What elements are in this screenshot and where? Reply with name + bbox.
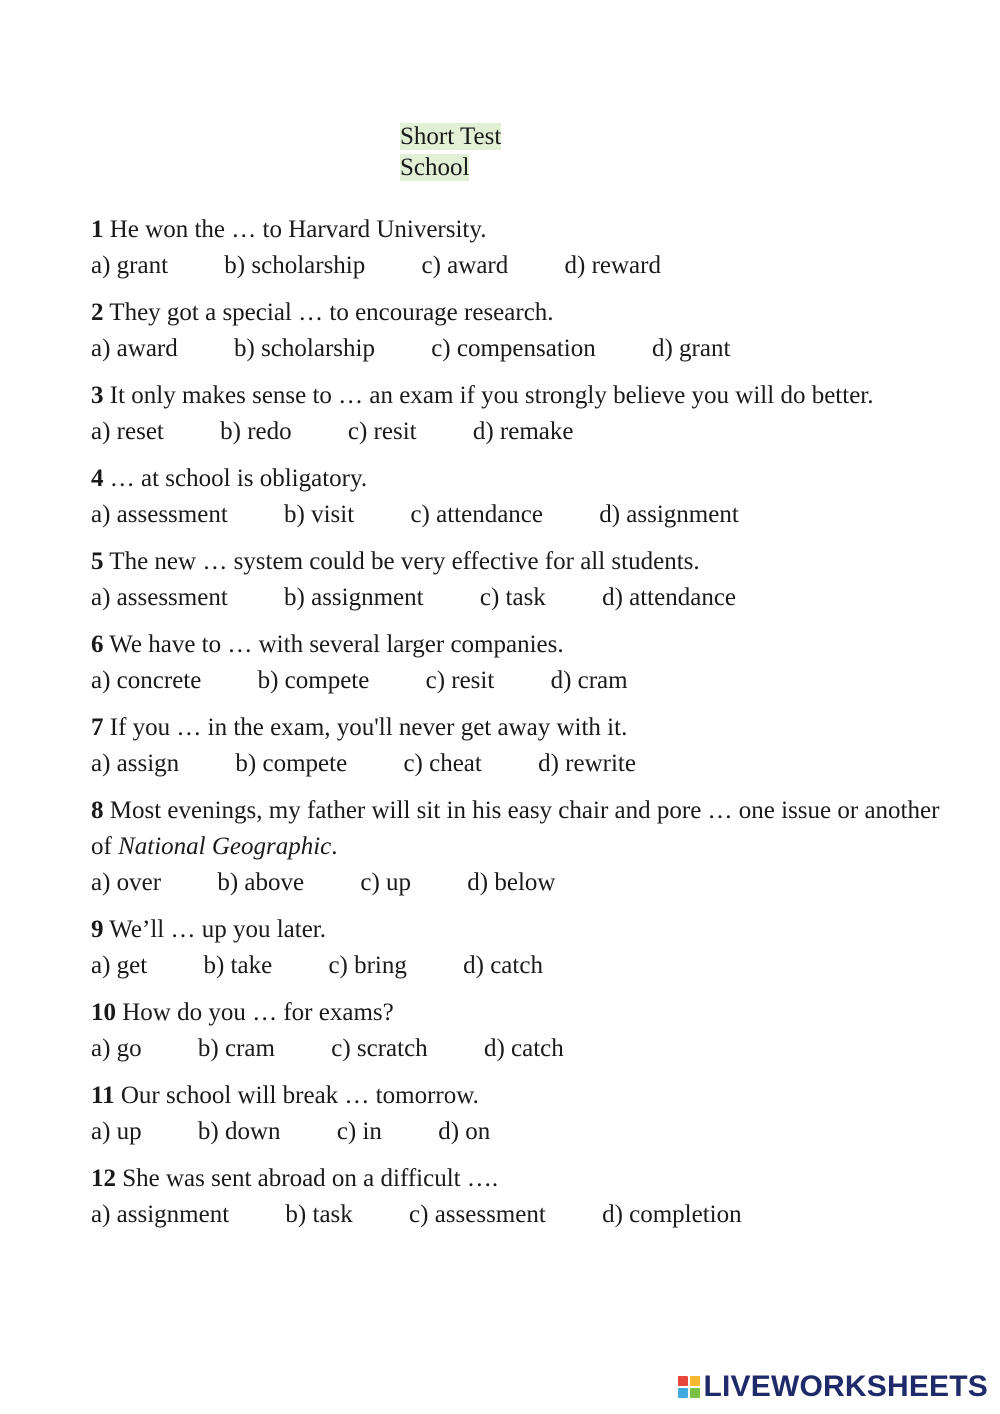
option-a[interactable]: a) award xyxy=(91,335,178,362)
question-6 xyxy=(91,627,941,699)
option-a[interactable]: a) assignment xyxy=(91,1201,230,1228)
question-2 xyxy=(91,295,941,367)
answer-options xyxy=(91,497,941,533)
logo-square-red xyxy=(678,1376,688,1386)
option-a[interactable]: a) go xyxy=(91,1035,142,1062)
answer-options xyxy=(91,414,941,450)
option-b[interactable]: b) task xyxy=(285,1201,353,1228)
option-c[interactable]: c) bring xyxy=(328,952,407,979)
question-number: 3 xyxy=(91,382,104,409)
answer-options xyxy=(91,1197,941,1233)
answer-options xyxy=(91,746,941,782)
option-a[interactable]: a) reset xyxy=(91,418,164,445)
question-number: 2 xyxy=(91,299,104,326)
option-c[interactable]: c) compensation xyxy=(431,335,596,362)
question-text: 2 They got a special … to encourage research. xyxy=(91,299,554,326)
option-d[interactable]: d) on xyxy=(438,1118,491,1145)
option-d[interactable]: d) below xyxy=(467,869,556,896)
answer-options xyxy=(91,663,941,699)
option-b[interactable]: b) cram xyxy=(197,1035,275,1062)
question-text: 12 She was sent abroad on a difficult …. xyxy=(91,1165,499,1192)
liveworksheets-logo-icon xyxy=(678,1376,700,1398)
option-c[interactable]: c) resit xyxy=(347,418,417,445)
option-d[interactable]: d) attendance xyxy=(602,584,737,611)
option-a[interactable]: a) get xyxy=(91,952,148,979)
question-text: 6 We have to … with several larger companies. xyxy=(91,631,564,658)
option-d[interactable]: d) grant xyxy=(651,335,731,362)
option-d[interactable]: d) completion xyxy=(602,1201,742,1228)
question-text: 5 The new … system could be very effective for all students. xyxy=(91,548,700,575)
option-d[interactable]: d) assignment xyxy=(599,501,739,528)
option-a[interactable]: a) over xyxy=(91,869,162,896)
liveworksheets-brand[interactable] xyxy=(678,1370,989,1404)
option-d[interactable]: d) rewrite xyxy=(538,750,636,777)
question-10 xyxy=(91,995,941,1067)
option-a[interactable]: a) assessment xyxy=(91,501,228,528)
option-c[interactable]: c) assessment xyxy=(409,1201,546,1228)
question-number: 7 xyxy=(91,714,104,741)
brand-text: LIVEWORKSHEETS xyxy=(703,1370,988,1403)
logo-square-yellow xyxy=(690,1376,700,1386)
question-number: 12 xyxy=(91,1165,116,1192)
option-b[interactable]: b) take xyxy=(203,952,273,979)
option-c[interactable]: c) task xyxy=(479,584,546,611)
option-c[interactable]: c) award xyxy=(421,252,509,279)
option-c[interactable]: c) attendance xyxy=(410,501,543,528)
option-a[interactable]: a) assign xyxy=(91,750,180,777)
option-a[interactable]: a) assessment xyxy=(91,584,228,611)
option-c[interactable]: c) in xyxy=(336,1118,382,1145)
title-block xyxy=(400,121,501,183)
question-5 xyxy=(91,544,941,616)
option-b[interactable]: b) visit xyxy=(284,501,355,528)
page-subtitle: School xyxy=(400,154,470,181)
option-d[interactable]: d) remake xyxy=(472,418,574,445)
option-c[interactable]: c) resit xyxy=(425,667,495,694)
option-b[interactable]: b) above xyxy=(217,869,305,896)
page-title: Short Test xyxy=(400,123,502,150)
answer-options xyxy=(91,580,941,616)
option-b[interactable]: b) redo xyxy=(220,418,292,445)
question-number: 10 xyxy=(91,999,116,1026)
question-text: 1 He won the … to Harvard University. xyxy=(91,216,487,243)
question-number: 6 xyxy=(91,631,104,658)
question-text: 7 If you … in the exam, you'll never get away with it. xyxy=(91,714,628,741)
answer-options xyxy=(91,1114,941,1150)
answer-options xyxy=(91,865,941,901)
question-1 xyxy=(91,212,941,284)
question-4 xyxy=(91,461,941,533)
question-8 xyxy=(91,793,941,901)
question-12 xyxy=(91,1161,941,1233)
answer-options xyxy=(91,948,941,984)
option-d[interactable]: d) reward xyxy=(564,252,661,279)
option-b[interactable]: b) compete xyxy=(257,667,370,694)
question-text: 8 Most evenings, my father will sit in his easy chair and pore … one issue or another of National Geographic. xyxy=(91,797,940,860)
question-number: 11 xyxy=(91,1082,115,1109)
question-text: 10 How do you … for exams? xyxy=(91,999,394,1026)
question-number: 9 xyxy=(91,916,104,943)
magazine-title: National Geographic xyxy=(118,833,332,860)
option-d[interactable]: d) catch xyxy=(463,952,543,979)
option-c[interactable]: c) cheat xyxy=(403,750,482,777)
option-b[interactable]: b) assignment xyxy=(284,584,424,611)
question-number: 8 xyxy=(91,797,104,824)
option-d[interactable]: d) cram xyxy=(550,667,628,694)
option-a[interactable]: a) up xyxy=(91,1118,142,1145)
question-text: 9 We’ll … up you later. xyxy=(91,916,326,943)
question-number: 5 xyxy=(91,548,104,575)
option-c[interactable]: c) up xyxy=(360,869,412,896)
option-b[interactable]: b) compete xyxy=(235,750,348,777)
question-number: 1 xyxy=(91,216,104,243)
answer-options xyxy=(91,248,941,284)
question-text: 4 … at school is obligatory. xyxy=(91,465,368,492)
question-text: 3 It only makes sense to … an exam if you strongly believe you will do better. xyxy=(91,382,874,409)
question-text: 11 Our school will break … tomorrow. xyxy=(91,1082,479,1109)
option-c[interactable]: c) scratch xyxy=(331,1035,428,1062)
question-number: 4 xyxy=(91,465,104,492)
answer-options xyxy=(91,1031,941,1067)
option-b[interactable]: b) scholarship xyxy=(224,252,366,279)
question-11 xyxy=(91,1078,941,1150)
question-3 xyxy=(91,378,941,450)
option-a[interactable]: a) concrete xyxy=(91,667,202,694)
logo-square-green xyxy=(690,1388,700,1398)
answer-options xyxy=(91,331,941,367)
question-9 xyxy=(91,912,941,984)
question-list xyxy=(91,212,941,1244)
option-d[interactable]: d) catch xyxy=(483,1035,564,1062)
option-a[interactable]: a) grant xyxy=(91,252,169,279)
logo-square-blue xyxy=(678,1388,688,1398)
question-7 xyxy=(91,710,941,782)
option-b[interactable]: b) down xyxy=(197,1118,281,1145)
option-b[interactable]: b) scholarship xyxy=(234,335,375,362)
